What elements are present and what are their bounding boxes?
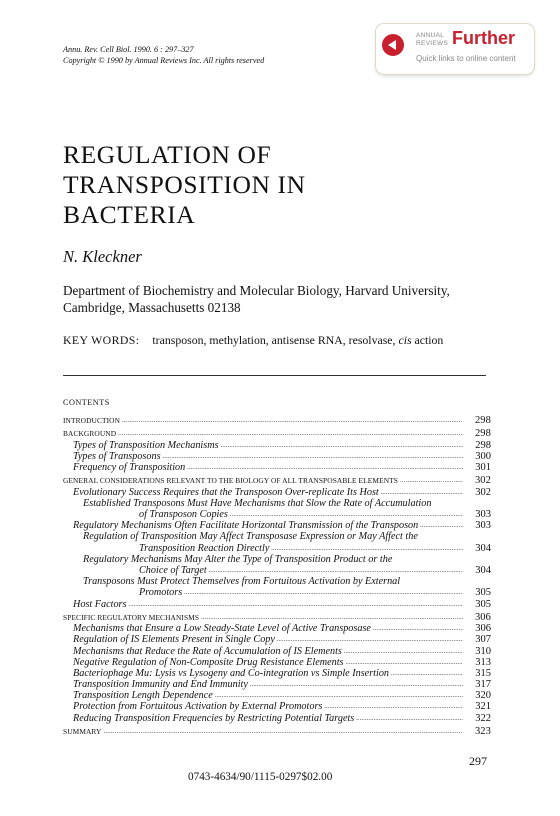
toc-entry	[63, 554, 491, 565]
toc-leader-dots	[184, 587, 463, 598]
title-line-1: REGULATION OF	[63, 140, 272, 169]
toc-entry-title: Host Factors	[73, 598, 127, 610]
toc-entry	[63, 702, 491, 713]
toc-leader-dots	[277, 634, 463, 645]
toc-entry-page: 322	[475, 712, 491, 724]
toc-leader-dots	[187, 462, 463, 473]
annual-reviews-wordmark: ANNUAL REVIEWS	[416, 32, 449, 47]
toc-entry-title: Regulation of Transposition May Affect Transposase Expression or May Affect the	[83, 531, 418, 543]
toc-entry	[63, 612, 491, 623]
toc-entry-page: 304	[475, 565, 491, 577]
title-line-2: TRANSPOSITION IN	[63, 170, 306, 199]
author-name: N. Kleckner	[63, 247, 142, 266]
toc-leader-dots	[104, 726, 464, 737]
toc-entry-page: 303	[475, 520, 491, 532]
toc-leader-dots	[356, 713, 463, 724]
toc-entry-page: 298	[474, 428, 491, 440]
toc-leader-dots	[420, 520, 463, 531]
toc-entry	[63, 713, 491, 724]
toc-entry	[63, 679, 491, 690]
toc-entry-title: Frequency of Transposition	[73, 462, 186, 474]
toc-leader-dots	[163, 451, 463, 462]
toc-leader-dots	[215, 690, 463, 701]
toc-entry-title: BACKGROUND	[63, 429, 117, 439]
toc-entry-page: 306	[474, 611, 491, 623]
toc-entry-title: of Transposon Copies	[139, 509, 228, 521]
toc-entry	[63, 634, 491, 645]
journal-citation	[63, 44, 264, 66]
toc-entry	[63, 440, 491, 451]
toc-entry	[63, 543, 491, 554]
toc-leader-dots	[400, 475, 463, 486]
toc-entry-title: Regulation of IS Elements Present in Single Copy	[73, 634, 275, 646]
page-number: 297	[469, 754, 487, 768]
affiliation-line-1: Department of Biochemistry and Molecular Biology, Harvard University,	[63, 283, 450, 298]
toc-entry-title: GENERAL CONSIDERATIONS RELEVANT TO THE BIOLOGY OF ALL TRANSPOSABLE ELEMENTS	[63, 476, 398, 486]
toc-entry-page: 300	[475, 450, 491, 462]
toc-entry	[63, 428, 491, 439]
toc-leader-dots	[201, 612, 463, 623]
toc-leader-dots	[381, 487, 463, 498]
toc-entry-title: Transposons Must Protect Themselves from Fortuitous Activation by External	[83, 576, 401, 588]
toc-entry-title: Established Transposons Must Have Mechanisms that Slow the Rate of Accumulation	[83, 497, 432, 509]
toc-entry-title: Bacteriophage Mu: Lysis vs Lysogeny and Co-integration vs Simple Insertion	[73, 667, 390, 679]
toc-entry-title: SUMMARY	[63, 726, 102, 736]
toc-entry-title: Transposition Reaction Directly	[139, 542, 270, 554]
toc-entry	[63, 599, 491, 610]
keywords	[63, 333, 443, 348]
toc-entry-title: Types of Transposition Mechanisms	[73, 439, 219, 451]
toc-entry	[63, 657, 491, 668]
toc-entry	[63, 623, 491, 634]
author-affiliation	[63, 282, 543, 316]
toc-entry-page: 305	[475, 587, 491, 599]
toc-entry	[63, 646, 491, 657]
toc-entry-page: 306	[475, 623, 491, 635]
toc-leader-dots	[391, 668, 463, 679]
affiliation-line-2: Cambridge, Massachusetts 02138	[63, 300, 241, 315]
toc-entry-page: 320	[475, 690, 491, 702]
toc-entry-page: 305	[475, 598, 491, 610]
toc-leader-dots	[128, 599, 463, 610]
toc-entry-page: 301	[475, 462, 491, 474]
toc-leader-dots	[324, 701, 463, 712]
toc-entry	[63, 726, 491, 737]
toc-entry-page: 298	[475, 439, 491, 451]
toc-leader-dots	[373, 623, 463, 634]
toc-leader-dots	[209, 565, 463, 576]
toc-entry-title: Transposition Length Dependence	[73, 690, 213, 702]
citation-line-1: Annu. Rev. Cell Biol. 1990. 6 : 297–327	[63, 45, 194, 54]
toc-leader-dots	[122, 415, 463, 426]
toc-entry	[63, 565, 491, 576]
toc-entry-title: Mechanisms that Reduce the Rate of Accumulation of IS Elements	[73, 645, 342, 657]
keywords-label: KEY WORDS:	[63, 333, 140, 347]
toc-entry-page: 302	[474, 475, 491, 487]
toc-entry-title: Reducing Transposition Frequencies by Restricting Potential Targets	[73, 712, 355, 724]
toc-entry	[63, 487, 491, 498]
toc-entry-page: 298	[474, 414, 491, 426]
toc-leader-dots	[230, 509, 463, 520]
section-divider	[63, 375, 486, 376]
toc-entry	[63, 451, 491, 462]
toc-entry-page: 303	[475, 509, 491, 521]
toc-entry	[63, 415, 491, 426]
toc-entry-page: 315	[475, 667, 491, 679]
title-line-3: BACTERIA	[63, 200, 196, 229]
toc-entry-page: 307	[475, 634, 491, 646]
toc-entry-title: Regulatory Mechanisms Often Facilitate Horizontal Transmission of the Transposon	[73, 520, 419, 532]
toc-entry-title: Mechanisms that Ensure a Low Steady-State Level of Active Transposase	[73, 623, 371, 635]
toc-leader-dots	[221, 440, 463, 451]
toc-entry-title: Choice of Target	[139, 565, 207, 577]
further-tagline: Quick links to online content	[416, 54, 516, 63]
toc-entry	[63, 475, 491, 486]
toc-entry-title: Regulatory Mechanisms May Alter the Type of Transposition Product or the	[83, 553, 393, 565]
footer-code: 0743-4634/90/1115-0297$02.00	[188, 771, 333, 783]
toc-entry-title: Negative Regulation of Non-Composite Drug Resistance Elements	[73, 656, 344, 668]
toc-entry-title: Protection from Fortuitous Activation by External Promotors	[73, 701, 323, 713]
toc-entry	[63, 587, 491, 598]
toc-entry	[63, 462, 491, 473]
toc-entry	[63, 498, 491, 509]
toc-entry-page: 302	[475, 486, 491, 498]
toc-entry-page: 313	[475, 656, 491, 668]
toc-entry-title: SPECIFIC REGULATORY MECHANISMS	[63, 612, 200, 622]
toc-entry-page: 321	[475, 701, 491, 713]
toc-entry-title: Promotors	[139, 587, 183, 599]
citation-line-2: Copyright © 1990 by Annual Reviews Inc. All rights reserved	[63, 56, 265, 65]
toc-entry-page: 323	[474, 725, 491, 737]
toc-entry-title: Types of Transposons	[73, 450, 161, 462]
toc-leader-dots	[344, 646, 463, 657]
contents-heading: CONTENTS	[63, 398, 110, 407]
toc-entry-page: 310	[475, 645, 491, 657]
toc-entry-page: 317	[475, 679, 491, 691]
article-title	[63, 140, 306, 230]
further-links-badge[interactable]	[376, 24, 534, 74]
toc-entry	[63, 668, 491, 679]
toc-entry	[63, 509, 491, 520]
toc-entry-page: 304	[475, 542, 491, 554]
toc-entry	[63, 690, 491, 701]
toc-entry	[63, 576, 491, 587]
further-label: Further	[452, 28, 515, 48]
toc-leader-dots	[271, 543, 463, 554]
toc-entry-title: Evolutionary Success Requires that the Transposon Over-replicate Its Host	[73, 486, 379, 498]
toc-leader-dots	[346, 657, 464, 668]
toc-entry	[63, 520, 491, 531]
toc-entry	[63, 531, 491, 542]
toc-entry-title: Transposition Immunity and End Immunity	[73, 679, 248, 691]
toc-leader-dots	[250, 679, 463, 690]
toc-entry-title: INTRODUCTION	[63, 415, 121, 425]
keywords-text: transposon, methylation, antisense RNA, resolvase, cis action	[152, 333, 444, 347]
play-arrow-icon	[382, 34, 404, 56]
table-of-contents	[63, 413, 491, 737]
toc-leader-dots	[118, 428, 463, 439]
